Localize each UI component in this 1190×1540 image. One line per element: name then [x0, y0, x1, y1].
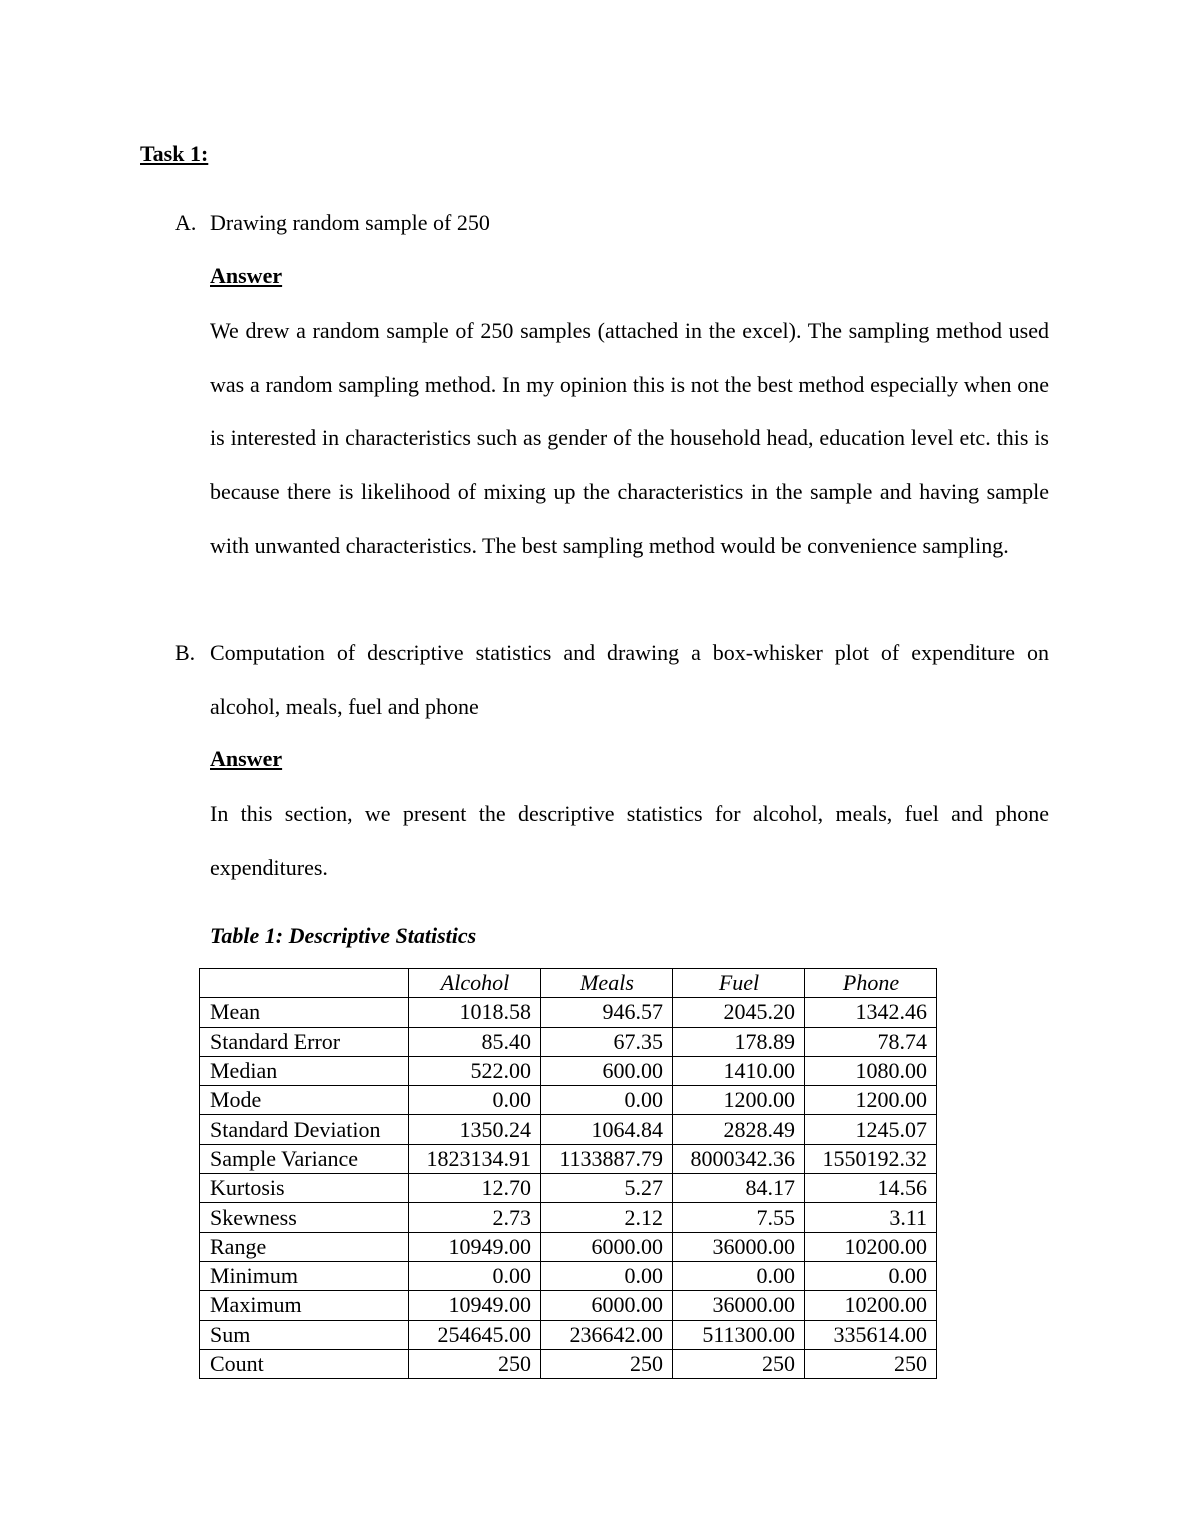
table-row — [200, 1232, 937, 1261]
cell-alcohol: 254645.00 — [409, 1320, 541, 1349]
row-label: Mode — [200, 1086, 409, 1115]
table-row — [200, 1115, 937, 1144]
cell-fuel: 36000.00 — [673, 1291, 805, 1320]
cell-fuel: 7.55 — [673, 1203, 805, 1232]
cell-meals: 5.27 — [541, 1174, 673, 1203]
cell-fuel: 1200.00 — [673, 1086, 805, 1115]
cell-fuel: 84.17 — [673, 1174, 805, 1203]
cell-phone: 335614.00 — [805, 1320, 937, 1349]
table-row — [200, 1056, 937, 1085]
cell-meals: 67.35 — [541, 1027, 673, 1056]
section-b-paragraph: In this section, we present the descriptive statistics for alcohol, meals, fuel and phone expenditures. — [210, 801, 1049, 880]
cell-phone: 250 — [805, 1349, 937, 1378]
row-label: Count — [200, 1349, 409, 1378]
column-header-blank — [200, 969, 409, 998]
table-row — [200, 1203, 937, 1232]
row-label: Kurtosis — [200, 1174, 409, 1203]
column-header-alcohol: Alcohol — [409, 969, 541, 998]
cell-meals: 0.00 — [541, 1086, 673, 1115]
cell-alcohol: 85.40 — [409, 1027, 541, 1056]
cell-alcohol: 0.00 — [409, 1086, 541, 1115]
section-b-heading-block — [210, 626, 1049, 733]
row-label: Range — [200, 1232, 409, 1261]
table-row — [200, 998, 937, 1027]
column-header-fuel: Fuel — [673, 969, 805, 998]
cell-meals: 6000.00 — [541, 1291, 673, 1320]
task-title: Task 1: — [140, 141, 209, 166]
row-label: Skewness — [200, 1203, 409, 1232]
row-label: Standard Error — [200, 1027, 409, 1056]
section-b-marker: B. — [175, 640, 196, 665]
row-label: Sample Variance — [200, 1144, 409, 1173]
table-row — [200, 1291, 937, 1320]
cell-phone: 1550192.32 — [805, 1144, 937, 1173]
row-label: Mean — [200, 998, 409, 1027]
cell-meals: 1064.84 — [541, 1115, 673, 1144]
cell-fuel: 2828.49 — [673, 1115, 805, 1144]
table-row — [200, 1261, 937, 1290]
cell-fuel: 1410.00 — [673, 1056, 805, 1085]
cell-meals: 600.00 — [541, 1056, 673, 1085]
section-a-paragraph-block — [210, 304, 1049, 573]
section-b-heading: Computation of descriptive statistics and drawing a box-whisker plot of expenditure on alcohol, meals, fuel and phone — [210, 640, 1049, 719]
cell-alcohol: 250 — [409, 1349, 541, 1378]
section-a-marker: A. — [175, 210, 197, 235]
cell-phone: 10200.00 — [805, 1232, 937, 1261]
cell-phone: 1200.00 — [805, 1086, 937, 1115]
descriptive-statistics-table — [199, 968, 937, 1379]
cell-alcohol: 1018.58 — [409, 998, 541, 1027]
section-b-answer-label: Answer — [210, 746, 283, 771]
cell-alcohol: 1823134.91 — [409, 1144, 541, 1173]
cell-phone: 78.74 — [805, 1027, 937, 1056]
cell-fuel: 2045.20 — [673, 998, 805, 1027]
cell-phone: 0.00 — [805, 1261, 937, 1290]
row-label: Maximum — [200, 1291, 409, 1320]
section-a-paragraph: We drew a random sample of 250 samples (attached in the excel). The sampling method used was a random sampling method. In my opinion this is not the best method especially when one is interested in characteristics such as gender of the household head, education level etc. this is because there is likelihood of mixing up the characteristics in the sample and having sample with unwanted characteristics. The best sampling method would be convenience sampling. — [210, 318, 1049, 558]
section-a-heading: Drawing random sample of 250 — [210, 210, 490, 235]
cell-meals: 1133887.79 — [541, 1144, 673, 1173]
section-a-answer-block — [210, 262, 1049, 290]
cell-alcohol: 522.00 — [409, 1056, 541, 1085]
column-header-phone: Phone — [805, 969, 937, 998]
table-row — [200, 1320, 937, 1349]
section-a — [210, 209, 1049, 237]
cell-phone: 14.56 — [805, 1174, 937, 1203]
cell-fuel: 8000342.36 — [673, 1144, 805, 1173]
cell-phone: 1080.00 — [805, 1056, 937, 1085]
cell-fuel: 511300.00 — [673, 1320, 805, 1349]
table-row — [200, 1086, 937, 1115]
cell-meals: 250 — [541, 1349, 673, 1378]
cell-meals: 6000.00 — [541, 1232, 673, 1261]
row-label: Minimum — [200, 1261, 409, 1290]
cell-fuel: 36000.00 — [673, 1232, 805, 1261]
cell-meals: 0.00 — [541, 1261, 673, 1290]
cell-alcohol: 12.70 — [409, 1174, 541, 1203]
table-row — [200, 1027, 937, 1056]
cell-fuel: 250 — [673, 1349, 805, 1378]
cell-phone: 1342.46 — [805, 998, 937, 1027]
table-row — [200, 1144, 937, 1173]
cell-fuel: 178.89 — [673, 1027, 805, 1056]
cell-fuel: 0.00 — [673, 1261, 805, 1290]
row-label: Median — [200, 1056, 409, 1085]
cell-meals: 2.12 — [541, 1203, 673, 1232]
section-b-paragraph-block — [210, 787, 1049, 894]
table-caption: Table 1: Descriptive Statistics — [210, 923, 477, 948]
cell-alcohol: 10949.00 — [409, 1291, 541, 1320]
cell-alcohol: 1350.24 — [409, 1115, 541, 1144]
cell-alcohol: 0.00 — [409, 1261, 541, 1290]
cell-phone: 1245.07 — [805, 1115, 937, 1144]
table-header-row — [200, 969, 937, 998]
cell-alcohol: 10949.00 — [409, 1232, 541, 1261]
table-row — [200, 1349, 937, 1378]
section-b-answer-block — [210, 745, 1049, 773]
row-label: Sum — [200, 1320, 409, 1349]
cell-phone: 10200.00 — [805, 1291, 937, 1320]
cell-alcohol: 2.73 — [409, 1203, 541, 1232]
cell-phone: 3.11 — [805, 1203, 937, 1232]
column-header-meals: Meals — [541, 969, 673, 998]
table-row — [200, 1174, 937, 1203]
section-a-answer-label: Answer — [210, 263, 283, 288]
row-label: Standard Deviation — [200, 1115, 409, 1144]
cell-meals: 946.57 — [541, 998, 673, 1027]
cell-meals: 236642.00 — [541, 1320, 673, 1349]
